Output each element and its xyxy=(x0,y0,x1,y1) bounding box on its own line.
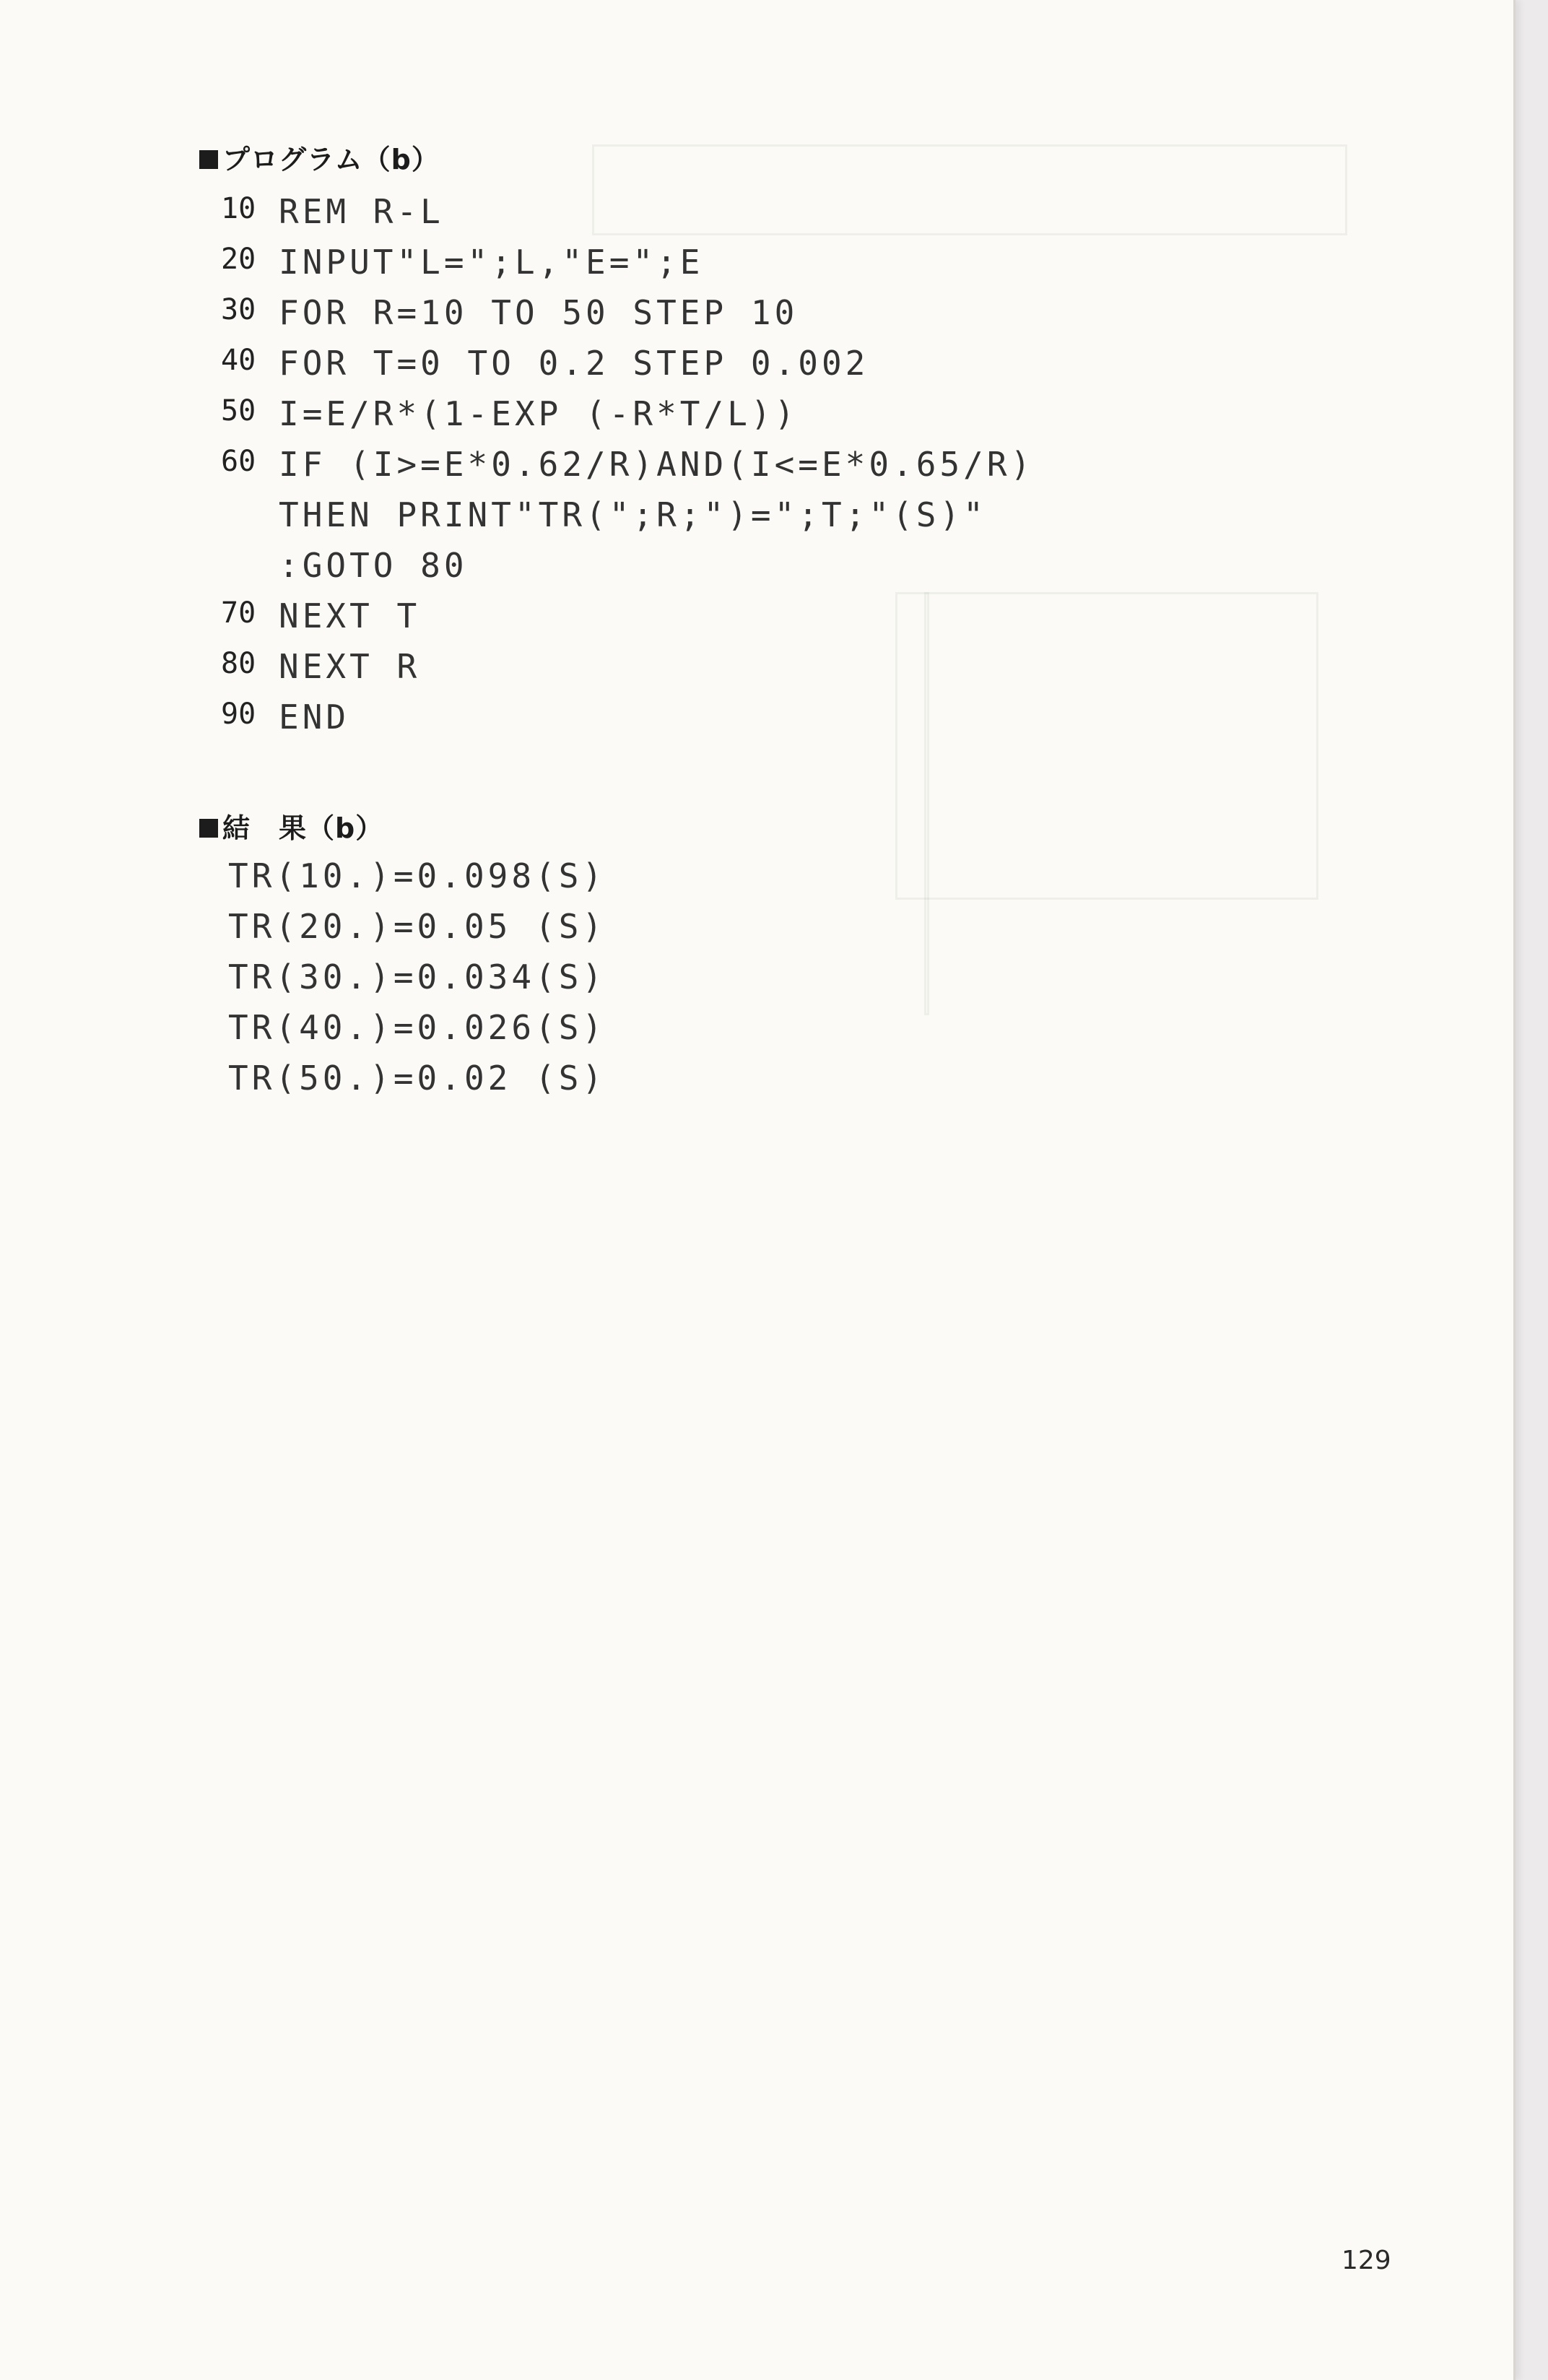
result-line: TR(40.)=0.026(S) xyxy=(228,1008,606,1047)
page-edge xyxy=(1513,0,1516,2380)
result-line: TR(50.)=0.02 (S) xyxy=(228,1059,606,1098)
line-number: 90 xyxy=(221,698,256,731)
code-line xyxy=(221,495,987,539)
show-through-table-divider xyxy=(924,592,929,1015)
code-text: NEXT T xyxy=(279,596,421,635)
line-number: 20 xyxy=(221,243,256,276)
line-number: 10 xyxy=(221,192,256,225)
line-number: 80 xyxy=(221,647,256,680)
code-line xyxy=(221,394,799,438)
code-text: IF (I>=E*0.62/R)AND(I<=E*0.65/R) xyxy=(279,445,1035,484)
code-text: :GOTO 80 xyxy=(279,546,468,585)
result-line: TR(30.)=0.034(S) xyxy=(228,957,606,996)
line-number: 30 xyxy=(221,293,256,326)
results-heading xyxy=(199,806,383,846)
line-number: 70 xyxy=(221,596,256,630)
line-number: 60 xyxy=(221,445,256,478)
line-number: 50 xyxy=(221,394,256,427)
results-heading-text: 結 果（b） xyxy=(222,812,384,844)
code-text: FOR T=0 TO 0.2 STEP 0.002 xyxy=(279,344,869,383)
show-through-title-box xyxy=(592,144,1347,235)
code-text: REM R-L xyxy=(279,192,444,231)
result-line: TR(10.)=0.098(S) xyxy=(228,856,606,895)
result-line: TR(20.)=0.05 (S) xyxy=(228,907,606,946)
code-line xyxy=(221,445,1035,488)
code-text: END xyxy=(279,698,350,737)
code-text: FOR R=10 TO 50 STEP 10 xyxy=(279,293,799,332)
code-text: I=E/R*(1-EXP (-R*T/L)) xyxy=(279,394,799,433)
code-line xyxy=(221,698,350,741)
code-line xyxy=(221,344,869,387)
code-text: THEN PRINT"TR(";R;")=";T;"(S)" xyxy=(279,495,987,534)
code-text: INPUT"L=";L,"E=";E xyxy=(279,243,704,282)
program-heading-text: プログラム（b） xyxy=(222,144,440,175)
code-line xyxy=(221,546,468,589)
code-text: NEXT R xyxy=(279,647,421,686)
code-line xyxy=(221,647,421,690)
page-number: 129 xyxy=(1342,2246,1391,2275)
code-line xyxy=(221,192,444,235)
code-line xyxy=(221,243,704,286)
line-number: 40 xyxy=(221,344,256,377)
program-heading xyxy=(199,137,440,177)
square-bullet-icon xyxy=(199,819,218,838)
show-through-table-box xyxy=(895,592,1318,900)
code-line xyxy=(221,596,421,640)
code-line xyxy=(221,293,799,336)
square-bullet-icon xyxy=(199,150,218,169)
